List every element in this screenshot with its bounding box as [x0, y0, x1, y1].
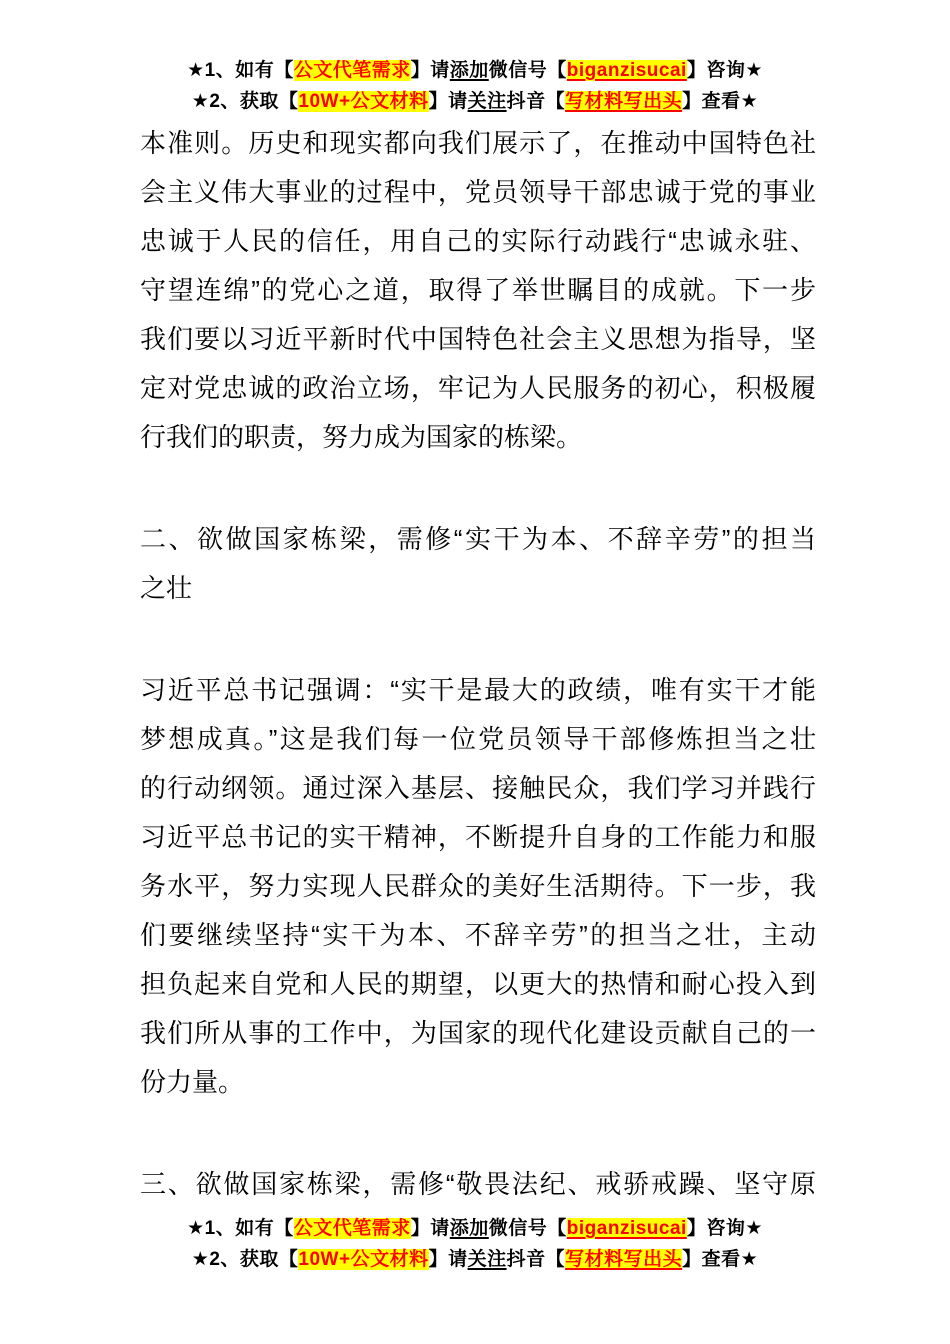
text-line: 习近平总书记的实干精神，不断提升自身的工作能力和服 [140, 822, 816, 852]
promo-text: ★1、如有【 [187, 1218, 294, 1239]
text-line: 我们要以习近平新时代中国特色社会主义思想为指导，坚 [140, 324, 816, 354]
text-line: 的行动纲领。通过深入基层、接触民众，我们学习并践行 [140, 773, 816, 803]
promo-highlighted-text: 10W+公文材料 [298, 1249, 429, 1270]
promo-underlined-text: 添加 [449, 60, 489, 81]
text-line: 们要继续坚持“实干为本、不辞辛劳”的担当之壮，主动 [140, 920, 816, 950]
promo-text: ★2、获取【 [191, 91, 299, 112]
text-line: 会主义伟大事业的过程中，党员领导干部忠诚于党的事业 [140, 177, 816, 207]
promo-text: 抖音【 [506, 91, 566, 112]
text-line: 我们所从事的工作中，为国家的现代化建设贡献自己的一 [140, 1018, 816, 1048]
promo-text: 】请 [428, 91, 468, 112]
promo-line-1 [0, 55, 950, 86]
promo-line-1 [0, 1213, 950, 1244]
text-line: 定对党忠诚的政治立场，牢记为人民服务的初心，积极履 [140, 373, 816, 403]
text-line: 守望连绵”的党心之道，取得了举世瞩目的成就。下一步 [140, 275, 816, 305]
promo-underlined-text: 关注 [467, 1249, 507, 1270]
promo-text: 微信号【 [488, 60, 567, 81]
promo-text: ★2、获取【 [191, 1249, 299, 1270]
heading-line: 三、欲做国家栋梁，需修“敬畏法纪、戒骄戒躁、坚守原 [140, 1169, 816, 1199]
promo-footer [0, 1213, 950, 1275]
promo-line-2 [0, 86, 950, 117]
text-line: 习近平总书记强调：“实干是最大的政绩，唯有实干才能 [140, 675, 816, 705]
promo-underlined-text: 添加 [449, 1218, 489, 1239]
promo-text: 微信号【 [488, 1218, 567, 1239]
text-line: 梦想成真。”这是我们每一位党员领导干部修炼担当之壮 [140, 724, 816, 754]
promo-highlighted-link-text: 写材料写出头 [565, 1249, 683, 1270]
heading-line: 之壮 [140, 573, 193, 603]
promo-text: 】请 [428, 1249, 468, 1270]
promo-line-2 [0, 1244, 950, 1275]
text-line: 份力量。 [140, 1067, 245, 1097]
promo-highlighted-text: 公文代笔需求 [293, 1218, 411, 1239]
text-line: 本准则。历史和现实都向我们展示了，在推动中国特色社 [140, 128, 816, 158]
promo-text: 】咨询★ [686, 60, 763, 81]
promo-header [0, 0, 950, 117]
promo-highlighted-link-text: biganzisucai [566, 60, 687, 81]
promo-highlighted-text: 10W+公文材料 [298, 91, 429, 112]
promo-underlined-text: 关注 [467, 91, 507, 112]
text-line: 忠诚于人民的信任，用自己的实际行动践行“忠诚永驻、 [140, 226, 816, 256]
section-heading [140, 1160, 816, 1209]
document-body [140, 119, 816, 1209]
promo-text: 】查看★ [682, 1249, 759, 1270]
text-line: 行我们的职责，努力成为国家的栋梁。 [140, 422, 583, 452]
heading-line: 二、欲做国家栋梁，需修“实干为本、不辞辛劳”的担当 [140, 524, 816, 554]
promo-highlighted-link-text: biganzisucai [566, 1218, 687, 1239]
section-heading [140, 515, 816, 613]
promo-highlighted-text: 公文代笔需求 [293, 60, 411, 81]
promo-text: 】请 [410, 60, 450, 81]
promo-text: ★1、如有【 [187, 60, 294, 81]
body-paragraph [140, 119, 816, 462]
promo-text: 】咨询★ [686, 1218, 763, 1239]
text-line: 务水平，努力实现人民群众的美好生活期待。下一步，我 [140, 871, 816, 901]
body-paragraph [140, 666, 816, 1107]
promo-text: 】查看★ [682, 91, 759, 112]
promo-text: 抖音【 [506, 1249, 566, 1270]
promo-highlighted-link-text: 写材料写出头 [565, 91, 683, 112]
text-line: 担负起来自党和人民的期望，以更大的热情和耐心投入到 [140, 969, 816, 999]
promo-text: 】请 [410, 1218, 450, 1239]
